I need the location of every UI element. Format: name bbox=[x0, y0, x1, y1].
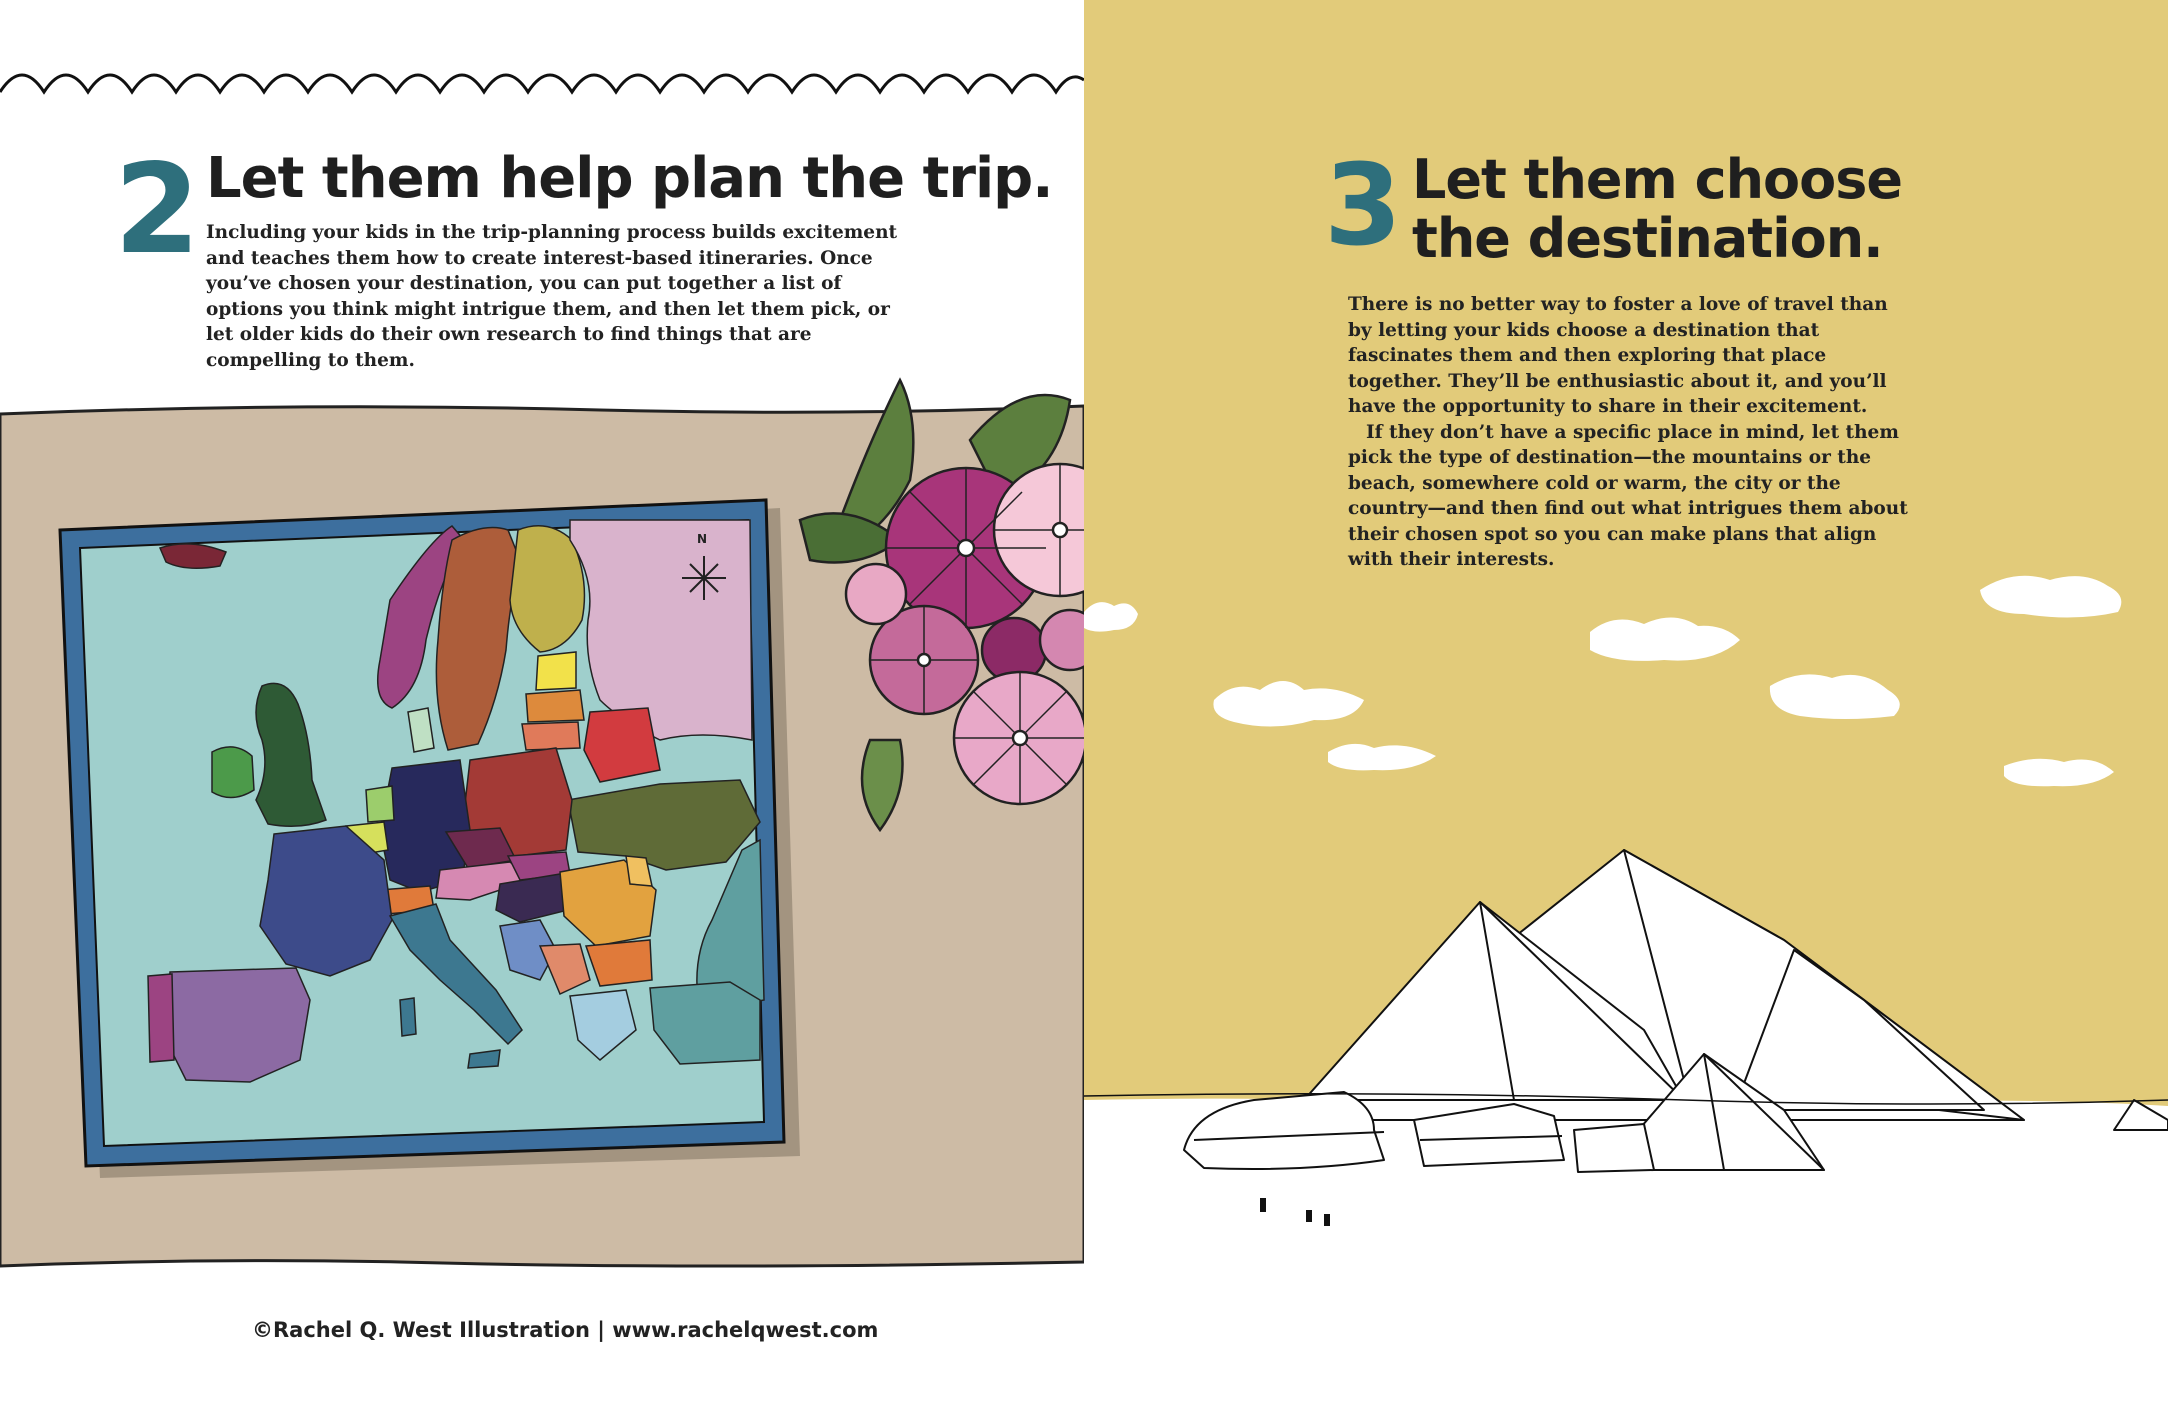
clouds bbox=[1084, 576, 2121, 787]
pyramids-illustration bbox=[1084, 0, 2168, 1404]
section-heading: Let them help plan the trip. bbox=[206, 146, 1053, 211]
illustration-credit: ©Rachel Q. West Illustration | www.rachelqwest.com bbox=[252, 1318, 879, 1342]
compass-north-label: N bbox=[697, 532, 708, 546]
heading-line-1: Let them choose bbox=[1412, 148, 1903, 211]
heading-line-2: the destination. bbox=[1412, 207, 1883, 271]
section-body: Including your kids in the trip-planning process builds excitement and teaches them how to create interest-based itineraries. Once you’ve chosen your destination, you can put together a list of options you think might intrigue them, and then let them pick, or let older kids do their own research to find things that are compelling to them. bbox=[206, 222, 898, 371]
paragraph-2: If they don’t have a specific place in mind, let them pick the type of destination—the mountains or the beach, somewhere cold or warm, the city or the country—and then find out what intrigues them about their chosen spot so you can make plans that align with their interests. bbox=[1348, 421, 1908, 570]
right-page bbox=[1084, 0, 2168, 1404]
section-number-2: 2 bbox=[114, 138, 201, 282]
paragraph-1: There is no better way to foster a love of travel than by letting your kids choose a destination that fascinates them and then exploring that place together. They’ll be enthusiastic about it, and you’ll have the opportunity to share in their excitement. bbox=[1348, 294, 1888, 417]
section-number-3: 3 bbox=[1324, 141, 1402, 271]
